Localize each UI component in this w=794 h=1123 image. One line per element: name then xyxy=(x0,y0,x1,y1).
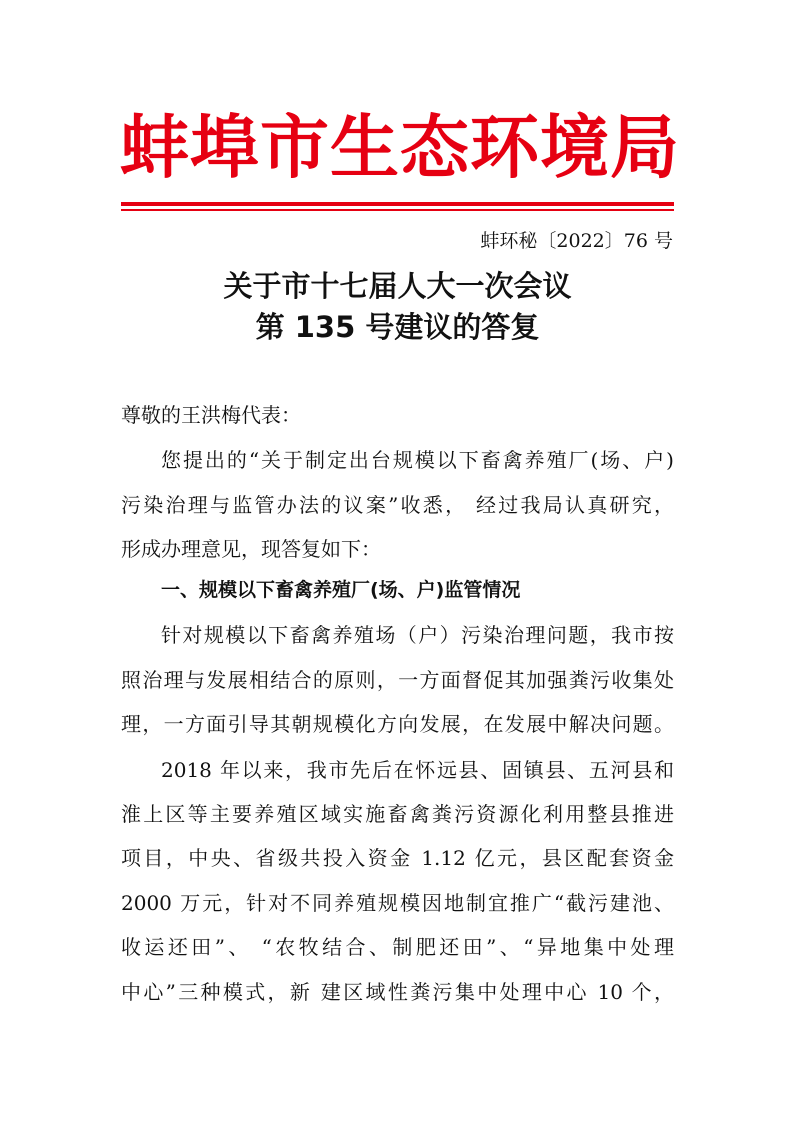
intro-line-3: 形成办理意见，现答复如下： xyxy=(121,537,381,561)
intro-line-1: 您提出的“关于制定出台规模以下畜禽养殖厂(场、户) xyxy=(161,448,674,472)
document-number: 蚌环秘〔2022〕76 号 xyxy=(480,230,673,252)
section-1-p2-line-6: 中心”三种模式，新 建区域性粪污集中处理中心 10 个， xyxy=(121,980,674,1004)
letterhead-rule-thin xyxy=(121,209,674,211)
section-1-p2-line-5: 收运还田”、 “农牧结合、制肥还田”、“异地集中处理 xyxy=(121,935,674,959)
letterhead-rule-thick xyxy=(121,202,674,206)
section-1-p1-line-1: 针对规模以下畜禽养殖场（户）污染治理问题，我市按 xyxy=(161,623,674,647)
section-1-p2-line-4: 2000 万元，针对不同养殖规模因地制宜推广“截污建池、 xyxy=(121,891,674,915)
intro-line-2: 污染治理与监管办法的议案”收悉， 经过我局认真研究， xyxy=(121,493,674,517)
section-1-p2-line-3: 项目，中央、省级共投入资金 1.12 亿元，县区配套资金 xyxy=(121,846,674,870)
section-1-p1-line-3: 理，一方面引导其朝规模化方向发展，在发展中解决问题。 xyxy=(121,712,674,736)
document-title-line-1: 关于市十七届人大一次会议 xyxy=(223,269,572,303)
document-title-line-2: 第 135 号建议的答复 xyxy=(255,310,540,344)
section-1-p2-line-1: 2018 年以来，我市先后在怀远县、固镇县、五河县和 xyxy=(161,758,674,782)
letterhead-org-name: 蚌埠市生态环境局 xyxy=(120,107,680,188)
section-1-p2-line-2: 淮上区等主要养殖区域实施畜禽粪污资源化利用整县推进 xyxy=(121,802,674,826)
section-1-heading: 一、规模以下畜禽养殖厂(场、户)监管情况 xyxy=(161,579,521,601)
salutation: 尊敬的王洪梅代表： xyxy=(121,403,301,427)
section-1-p1-line-2: 照治理与发展相结合的原则，一方面督促其加强粪污收集处 xyxy=(121,668,674,692)
